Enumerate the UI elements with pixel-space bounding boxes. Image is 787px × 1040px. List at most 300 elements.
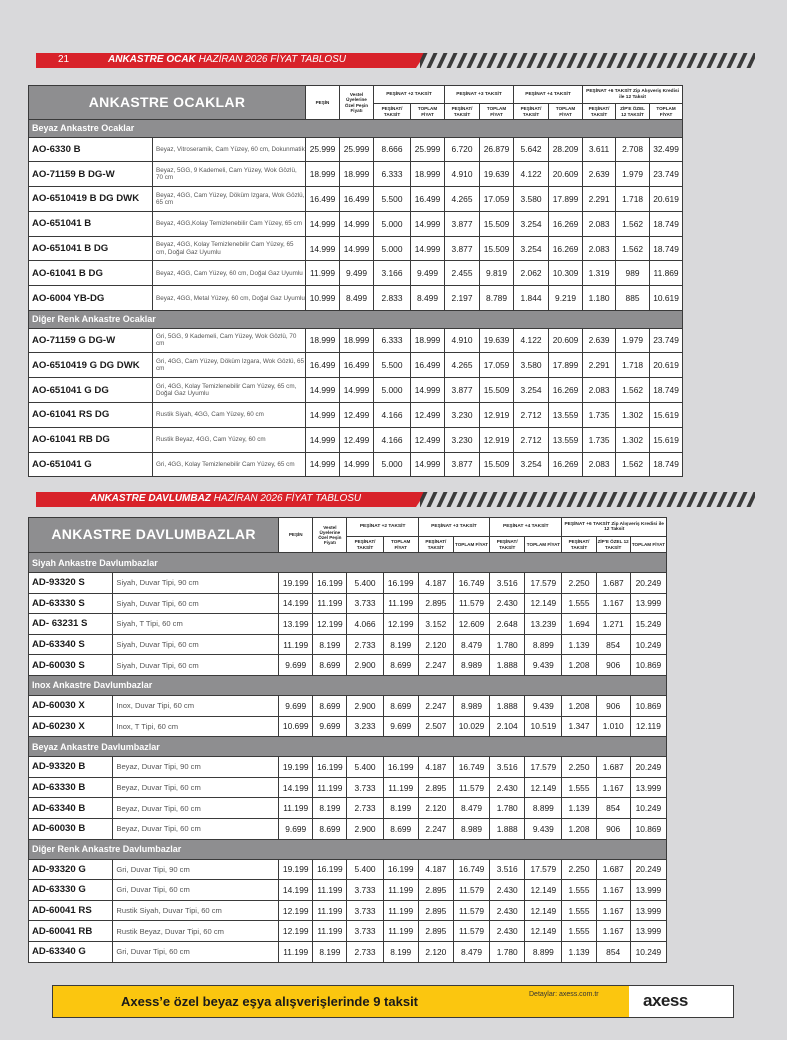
product-code: AD-60030 X bbox=[29, 695, 113, 716]
product-description: Siyah, T Tipi, 60 cm bbox=[113, 614, 279, 635]
price-cell: 11.199 bbox=[383, 921, 418, 942]
ocak-category-title: Beyaz Ankastre Ocaklar bbox=[29, 120, 683, 138]
price-cell: 12.149 bbox=[525, 880, 562, 901]
ocak-bar-title-rest: HAZİRAN 2026 FİYAT TABLOSU bbox=[198, 54, 347, 65]
price-cell: 11.199 bbox=[383, 593, 418, 614]
price-cell: 15.249 bbox=[630, 614, 666, 635]
dav-category-row bbox=[29, 737, 667, 757]
product-description: Siyah, Duvar Tipi, 60 cm bbox=[113, 655, 279, 676]
price-cell: 3.733 bbox=[347, 880, 383, 901]
price-cell: 8.699 bbox=[313, 655, 347, 676]
price-cell: 1.180 bbox=[583, 286, 616, 311]
price-cell: 2.648 bbox=[490, 614, 525, 635]
price-cell: 16.199 bbox=[383, 757, 418, 778]
price-cell: 10.869 bbox=[630, 818, 666, 839]
stripe-mark bbox=[437, 53, 448, 68]
price-cell: 8.499 bbox=[340, 286, 374, 311]
price-cell: 23.749 bbox=[650, 162, 683, 187]
price-cell: 1.167 bbox=[596, 900, 630, 921]
price-cell: 4.187 bbox=[418, 757, 453, 778]
price-cell: 1.844 bbox=[514, 286, 549, 311]
price-cell: 2.639 bbox=[583, 162, 616, 187]
price-cell: 9.439 bbox=[525, 655, 562, 676]
price-cell: 906 bbox=[596, 695, 630, 716]
ocak-header-row-1 bbox=[29, 86, 683, 104]
price-cell: 15.509 bbox=[480, 236, 514, 261]
stripe-mark bbox=[737, 53, 748, 68]
price-cell: 2.291 bbox=[583, 353, 616, 378]
price-cell: 9.699 bbox=[279, 655, 313, 676]
price-cell: 1.979 bbox=[616, 162, 650, 187]
price-cell: 3.254 bbox=[514, 378, 549, 403]
price-cell: 2.900 bbox=[347, 695, 383, 716]
ocak-col-sub: PEŞİNAT/ TAKSİT bbox=[583, 104, 616, 120]
price-cell: 10.249 bbox=[630, 634, 666, 655]
price-cell: 9.439 bbox=[525, 695, 562, 716]
stripe-mark bbox=[607, 492, 618, 507]
stripe-mark bbox=[557, 53, 568, 68]
dav-category-title: Diğer Renk Ankastre Davlumbazlar bbox=[29, 839, 667, 859]
price-cell: 20.619 bbox=[650, 187, 683, 212]
product-description: Siyah, Duvar Tipi, 60 cm bbox=[113, 634, 279, 655]
price-cell: 2.430 bbox=[490, 593, 525, 614]
davlumbaz-section-bar bbox=[0, 492, 787, 507]
stripe-mark bbox=[587, 492, 598, 507]
price-cell: 1.562 bbox=[616, 211, 650, 236]
price-cell: 1.319 bbox=[583, 261, 616, 286]
price-cell: 4.910 bbox=[445, 162, 480, 187]
price-cell: 12.499 bbox=[340, 427, 374, 452]
price-cell: 2.430 bbox=[490, 777, 525, 798]
ocak-col-sub: ZİP'E ÖZEL 12 TAKSİT bbox=[616, 104, 650, 120]
price-cell: 3.233 bbox=[347, 716, 383, 737]
price-cell: 18.749 bbox=[650, 211, 683, 236]
product-code: AO-6330 B bbox=[29, 137, 153, 162]
price-cell: 8.899 bbox=[525, 634, 562, 655]
price-cell: 3.254 bbox=[514, 211, 549, 236]
price-cell: 11.199 bbox=[313, 777, 347, 798]
price-cell: 18.999 bbox=[306, 328, 340, 353]
price-cell: 1.555 bbox=[562, 777, 596, 798]
price-cell: 14.999 bbox=[411, 211, 445, 236]
table-row bbox=[29, 716, 667, 737]
ocak-col-sub: PEŞİNAT/ TAKSİT bbox=[445, 104, 480, 120]
dav-col-group: PEŞİNAT +3 TAKSİT bbox=[418, 518, 489, 537]
stripe-mark bbox=[437, 492, 448, 507]
stripe-mark bbox=[667, 492, 678, 507]
product-description: Siyah, Duvar Tipi, 90 cm bbox=[113, 573, 279, 594]
price-cell: 3.733 bbox=[347, 593, 383, 614]
price-cell: 18.749 bbox=[650, 452, 683, 477]
product-description: Inox, Duvar Tipi, 60 cm bbox=[113, 695, 279, 716]
price-cell: 8.989 bbox=[453, 695, 489, 716]
price-cell: 25.999 bbox=[411, 137, 445, 162]
price-cell: 8.666 bbox=[374, 137, 411, 162]
price-cell: 1.718 bbox=[616, 353, 650, 378]
table-row bbox=[29, 187, 683, 212]
price-cell: 3.611 bbox=[583, 137, 616, 162]
price-cell: 18.999 bbox=[411, 162, 445, 187]
price-cell: 9.699 bbox=[279, 818, 313, 839]
stripe-mark bbox=[687, 53, 698, 68]
footer-detail-link[interactable]: Detaylar: axess.com.tr bbox=[529, 991, 599, 998]
price-cell: 10.869 bbox=[630, 695, 666, 716]
price-cell: 10.249 bbox=[630, 798, 666, 819]
price-cell: 2.197 bbox=[445, 286, 480, 311]
price-cell: 16.199 bbox=[313, 859, 347, 880]
ocak-col-sub: TOPLAM FİYAT bbox=[411, 104, 445, 120]
price-cell: 2.895 bbox=[418, 921, 453, 942]
price-cell: 9.499 bbox=[340, 261, 374, 286]
price-cell: 25.999 bbox=[340, 137, 374, 162]
price-cell: 5.500 bbox=[374, 187, 411, 212]
price-cell: 9.439 bbox=[525, 818, 562, 839]
stripe-mark bbox=[617, 492, 628, 507]
price-cell: 14.999 bbox=[340, 211, 374, 236]
price-cell: 4.166 bbox=[374, 402, 411, 427]
stripe-mark bbox=[537, 492, 548, 507]
price-cell: 5.642 bbox=[514, 137, 549, 162]
dav-col-group: PEŞİNAT +2 TAKSİT bbox=[347, 518, 418, 537]
price-cell: 5.000 bbox=[374, 236, 411, 261]
product-description: Gri, Duvar Tipi, 90 cm bbox=[113, 859, 279, 880]
page-number: 21 bbox=[58, 54, 70, 65]
price-cell: 10.699 bbox=[279, 716, 313, 737]
price-cell: 2.120 bbox=[418, 941, 453, 962]
price-cell: 2.712 bbox=[514, 402, 549, 427]
table-row bbox=[29, 921, 667, 942]
price-cell: 906 bbox=[596, 818, 630, 839]
dav-category-title: Beyaz Ankastre Davlumbazlar bbox=[29, 737, 667, 757]
price-cell: 854 bbox=[596, 798, 630, 819]
davlumbaz-bar-title-rest: HAZİRAN 2026 FİYAT TABLOSU bbox=[213, 493, 362, 504]
stripe-mark bbox=[517, 492, 528, 507]
stripe-mark bbox=[517, 53, 528, 68]
price-cell: 3.516 bbox=[490, 573, 525, 594]
stripe-mark bbox=[647, 492, 658, 507]
price-cell: 16.749 bbox=[453, 757, 489, 778]
price-cell: 1.010 bbox=[596, 716, 630, 737]
price-cell: 1.562 bbox=[616, 452, 650, 477]
ocak-col-sub: TOPLAM FİYAT bbox=[549, 104, 583, 120]
price-cell: 10.309 bbox=[549, 261, 583, 286]
stripe-mark bbox=[597, 492, 608, 507]
price-cell: 12.199 bbox=[279, 921, 313, 942]
stripe-mark bbox=[577, 492, 588, 507]
price-cell: 1.888 bbox=[490, 655, 525, 676]
product-code: AD- 63231 S bbox=[29, 614, 113, 635]
ocak-category-title: Diğer Renk Ankastre Ocaklar bbox=[29, 311, 683, 329]
price-cell: 1.687 bbox=[596, 757, 630, 778]
price-cell: 23.749 bbox=[650, 328, 683, 353]
price-cell: 2.639 bbox=[583, 328, 616, 353]
price-cell: 1.271 bbox=[596, 614, 630, 635]
stripe-mark bbox=[427, 53, 438, 68]
ocak-category-row bbox=[29, 120, 683, 138]
price-cell: 16.199 bbox=[313, 757, 347, 778]
price-cell: 17.579 bbox=[525, 757, 562, 778]
price-cell: 2.430 bbox=[490, 900, 525, 921]
price-cell: 12.199 bbox=[279, 900, 313, 921]
price-cell: 3.580 bbox=[514, 353, 549, 378]
price-cell: 16.199 bbox=[313, 573, 347, 594]
stripe-mark bbox=[447, 492, 458, 507]
table-row bbox=[29, 818, 667, 839]
price-cell: 3.152 bbox=[418, 614, 453, 635]
stripe-mark bbox=[707, 53, 718, 68]
stripe-mark bbox=[567, 53, 578, 68]
price-cell: 2.083 bbox=[583, 452, 616, 477]
footer-banner bbox=[52, 985, 734, 1018]
price-cell: 13.239 bbox=[525, 614, 562, 635]
price-cell: 11.579 bbox=[453, 777, 489, 798]
stripe-mark bbox=[527, 492, 538, 507]
price-cell: 15.509 bbox=[480, 378, 514, 403]
dav-col-sub: PEŞİNAT/ TAKSİT bbox=[418, 537, 453, 553]
ocak-bar-stripes bbox=[420, 53, 755, 68]
table-row bbox=[29, 777, 667, 798]
price-cell: 25.999 bbox=[306, 137, 340, 162]
product-description: Beyaz, Duvar Tipi, 60 cm bbox=[113, 818, 279, 839]
price-cell: 2.430 bbox=[490, 921, 525, 942]
price-cell: 16.269 bbox=[549, 211, 583, 236]
price-cell: 16.499 bbox=[411, 187, 445, 212]
price-cell: 14.999 bbox=[306, 402, 340, 427]
price-cell: 19.199 bbox=[279, 859, 313, 880]
price-cell: 16.499 bbox=[306, 187, 340, 212]
price-cell: 17.059 bbox=[480, 353, 514, 378]
stripe-mark bbox=[557, 492, 568, 507]
price-cell: 10.999 bbox=[306, 286, 340, 311]
price-cell: 3.230 bbox=[445, 427, 480, 452]
stripe-mark bbox=[487, 492, 498, 507]
price-cell: 5.400 bbox=[347, 573, 383, 594]
table-row bbox=[29, 695, 667, 716]
price-cell: 3.516 bbox=[490, 757, 525, 778]
table-row bbox=[29, 593, 667, 614]
price-cell: 15.509 bbox=[480, 211, 514, 236]
stripe-mark bbox=[657, 492, 668, 507]
price-cell: 2.250 bbox=[562, 859, 596, 880]
price-cell: 3.733 bbox=[347, 777, 383, 798]
product-code: AD-60230 X bbox=[29, 716, 113, 737]
price-cell: 3.166 bbox=[374, 261, 411, 286]
table-row bbox=[29, 236, 683, 261]
dav-col-group: PEŞİNAT +6 TAKSİT Zip Alışveriş Kredisi ile 12 Taksit bbox=[562, 518, 667, 537]
price-cell: 15.619 bbox=[650, 402, 683, 427]
ocak-table-title: ANKASTRE OCAKLAR bbox=[29, 86, 306, 120]
price-cell: 8.479 bbox=[453, 798, 489, 819]
price-cell: 8.199 bbox=[313, 798, 347, 819]
price-cell: 1.888 bbox=[490, 695, 525, 716]
price-cell: 1.718 bbox=[616, 187, 650, 212]
price-cell: 2.083 bbox=[583, 211, 616, 236]
product-code: AO-651041 G bbox=[29, 452, 153, 477]
product-code: AO-71159 B DG-W bbox=[29, 162, 153, 187]
price-cell: 8.699 bbox=[313, 818, 347, 839]
dav-category-title: Siyah Ankastre Davlumbazlar bbox=[29, 553, 667, 573]
price-cell: 12.149 bbox=[525, 921, 562, 942]
price-cell: 18.999 bbox=[340, 162, 374, 187]
price-cell: 16.269 bbox=[549, 378, 583, 403]
stripe-mark bbox=[737, 492, 748, 507]
price-cell: 854 bbox=[596, 941, 630, 962]
dav-category-title: Inox Ankastre Davlumbazlar bbox=[29, 675, 667, 695]
product-code: AD-63340 S bbox=[29, 634, 113, 655]
ocak-col-vestel: Vestel Üyelerine Özel Peşin Fiyatı bbox=[340, 86, 374, 120]
product-description: Gri, Duvar Tipi, 60 cm bbox=[113, 880, 279, 901]
product-description: Rustik Siyah, Duvar Tipi, 60 cm bbox=[113, 900, 279, 921]
price-cell: 2.247 bbox=[418, 818, 453, 839]
price-cell: 12.149 bbox=[525, 777, 562, 798]
stripe-mark bbox=[587, 53, 598, 68]
price-cell: 11.579 bbox=[453, 880, 489, 901]
product-code: AO-6004 YB-DG bbox=[29, 286, 153, 311]
price-cell: 1.208 bbox=[562, 695, 596, 716]
price-cell: 1.167 bbox=[596, 777, 630, 798]
price-cell: 3.516 bbox=[490, 859, 525, 880]
price-cell: 19.199 bbox=[279, 757, 313, 778]
price-cell: 14.999 bbox=[340, 236, 374, 261]
price-cell: 18.999 bbox=[306, 162, 340, 187]
price-cell: 1.139 bbox=[562, 634, 596, 655]
price-cell: 4.187 bbox=[418, 573, 453, 594]
price-cell: 6.333 bbox=[374, 162, 411, 187]
price-cell: 16.499 bbox=[340, 187, 374, 212]
stripe-mark bbox=[577, 53, 588, 68]
product-code: AO-71159 G DG-W bbox=[29, 328, 153, 353]
price-cell: 14.999 bbox=[306, 452, 340, 477]
product-code: AD-63340 G bbox=[29, 941, 113, 962]
ocak-bar-title bbox=[108, 54, 346, 65]
price-cell: 2.104 bbox=[490, 716, 525, 737]
price-cell: 11.199 bbox=[279, 941, 313, 962]
table-row bbox=[29, 402, 683, 427]
table-row bbox=[29, 614, 667, 635]
product-code: AD-60041 RS bbox=[29, 900, 113, 921]
price-cell: 9.699 bbox=[383, 716, 418, 737]
price-cell: 6.333 bbox=[374, 328, 411, 353]
ocak-section-bar bbox=[0, 53, 787, 68]
dav-header-row-1 bbox=[29, 518, 667, 537]
stripe-mark bbox=[497, 53, 508, 68]
table-row bbox=[29, 261, 683, 286]
price-cell: 4.265 bbox=[445, 187, 480, 212]
stripe-mark bbox=[507, 492, 518, 507]
price-cell: 2.895 bbox=[418, 777, 453, 798]
price-cell: 16.499 bbox=[340, 353, 374, 378]
price-cell: 1.694 bbox=[562, 614, 596, 635]
price-cell: 2.062 bbox=[514, 261, 549, 286]
product-code: AD-93320 G bbox=[29, 859, 113, 880]
table-row bbox=[29, 378, 683, 403]
dav-category-row bbox=[29, 675, 667, 695]
price-cell: 8.699 bbox=[383, 655, 418, 676]
stripe-mark bbox=[717, 492, 728, 507]
dav-col-sub: TOPLAM FİYAT bbox=[525, 537, 562, 553]
product-description: Beyaz, 4GG, Cam Yüzey, 60 cm, Doğal Gaz Uyumlu bbox=[153, 261, 306, 286]
product-description: Beyaz, Duvar Tipi, 90 cm bbox=[113, 757, 279, 778]
price-cell: 8.899 bbox=[525, 798, 562, 819]
price-cell: 2.247 bbox=[418, 695, 453, 716]
price-cell: 18.749 bbox=[650, 378, 683, 403]
product-description: Beyaz, Duvar Tipi, 60 cm bbox=[113, 777, 279, 798]
price-cell: 8.699 bbox=[313, 695, 347, 716]
product-description: Siyah, Duvar Tipi, 60 cm bbox=[113, 593, 279, 614]
stripe-mark bbox=[597, 53, 608, 68]
price-cell: 11.199 bbox=[313, 593, 347, 614]
price-cell: 2.120 bbox=[418, 634, 453, 655]
price-cell: 17.059 bbox=[480, 187, 514, 212]
dav-col-vestel: Vestel Üyelerine Özel Peşin Fiyatı bbox=[313, 518, 347, 553]
dav-col-sub: PEŞİNAT/ TAKSİT bbox=[490, 537, 525, 553]
price-cell: 11.199 bbox=[279, 798, 313, 819]
price-cell: 4.910 bbox=[445, 328, 480, 353]
ocak-col-sub: PEŞİNAT/ TAKSİT bbox=[514, 104, 549, 120]
price-cell: 2.895 bbox=[418, 880, 453, 901]
price-cell: 10.249 bbox=[630, 941, 666, 962]
product-code: AO-61041 B DG bbox=[29, 261, 153, 286]
price-cell: 2.733 bbox=[347, 634, 383, 655]
table-row bbox=[29, 211, 683, 236]
price-cell: 1.208 bbox=[562, 818, 596, 839]
price-cell: 2.083 bbox=[583, 378, 616, 403]
price-cell: 854 bbox=[596, 634, 630, 655]
stripe-mark bbox=[457, 492, 468, 507]
stripe-mark bbox=[717, 53, 728, 68]
price-cell: 11.199 bbox=[383, 900, 418, 921]
price-cell: 11.579 bbox=[453, 900, 489, 921]
table-row bbox=[29, 655, 667, 676]
price-cell: 8.199 bbox=[383, 634, 418, 655]
price-cell: 16.199 bbox=[383, 573, 418, 594]
product-description: Beyaz, Vitroseramik, Cam Yüzey, 60 cm, Dokunmatik bbox=[153, 137, 306, 162]
price-cell: 5.400 bbox=[347, 859, 383, 880]
table-row bbox=[29, 286, 683, 311]
table-row bbox=[29, 880, 667, 901]
price-cell: 4.166 bbox=[374, 427, 411, 452]
price-cell: 14.999 bbox=[340, 452, 374, 477]
price-cell: 5.000 bbox=[374, 378, 411, 403]
price-cell: 5.000 bbox=[374, 452, 411, 477]
price-cell: 12.499 bbox=[411, 402, 445, 427]
price-cell: 1.562 bbox=[616, 236, 650, 261]
stripe-mark bbox=[497, 492, 508, 507]
product-description: Gri, 4GG, Kolay Temizlenebilir Cam Yüzey, 65 cm bbox=[153, 452, 306, 477]
table-row bbox=[29, 573, 667, 594]
ocak-col-group: PEŞİNAT +4 TAKSİT bbox=[514, 86, 583, 104]
dav-table-title: ANKASTRE DAVLUMBAZLAR bbox=[29, 518, 279, 553]
stripe-mark bbox=[697, 492, 708, 507]
product-code: AO-651041 G DG bbox=[29, 378, 153, 403]
price-cell: 5.500 bbox=[374, 353, 411, 378]
stripe-mark bbox=[667, 53, 678, 68]
table-row bbox=[29, 328, 683, 353]
price-cell: 32.499 bbox=[650, 137, 683, 162]
price-cell: 8.199 bbox=[383, 798, 418, 819]
stripe-mark bbox=[647, 53, 658, 68]
price-cell: 1.979 bbox=[616, 328, 650, 353]
price-cell: 15.509 bbox=[480, 452, 514, 477]
price-cell: 20.619 bbox=[650, 353, 683, 378]
price-cell: 12.609 bbox=[453, 614, 489, 635]
price-cell: 1.687 bbox=[596, 859, 630, 880]
price-cell: 13.199 bbox=[279, 614, 313, 635]
price-cell: 20.609 bbox=[549, 162, 583, 187]
price-cell: 12.499 bbox=[411, 427, 445, 452]
price-cell: 14.999 bbox=[306, 236, 340, 261]
product-code: AO-651041 B DG bbox=[29, 236, 153, 261]
